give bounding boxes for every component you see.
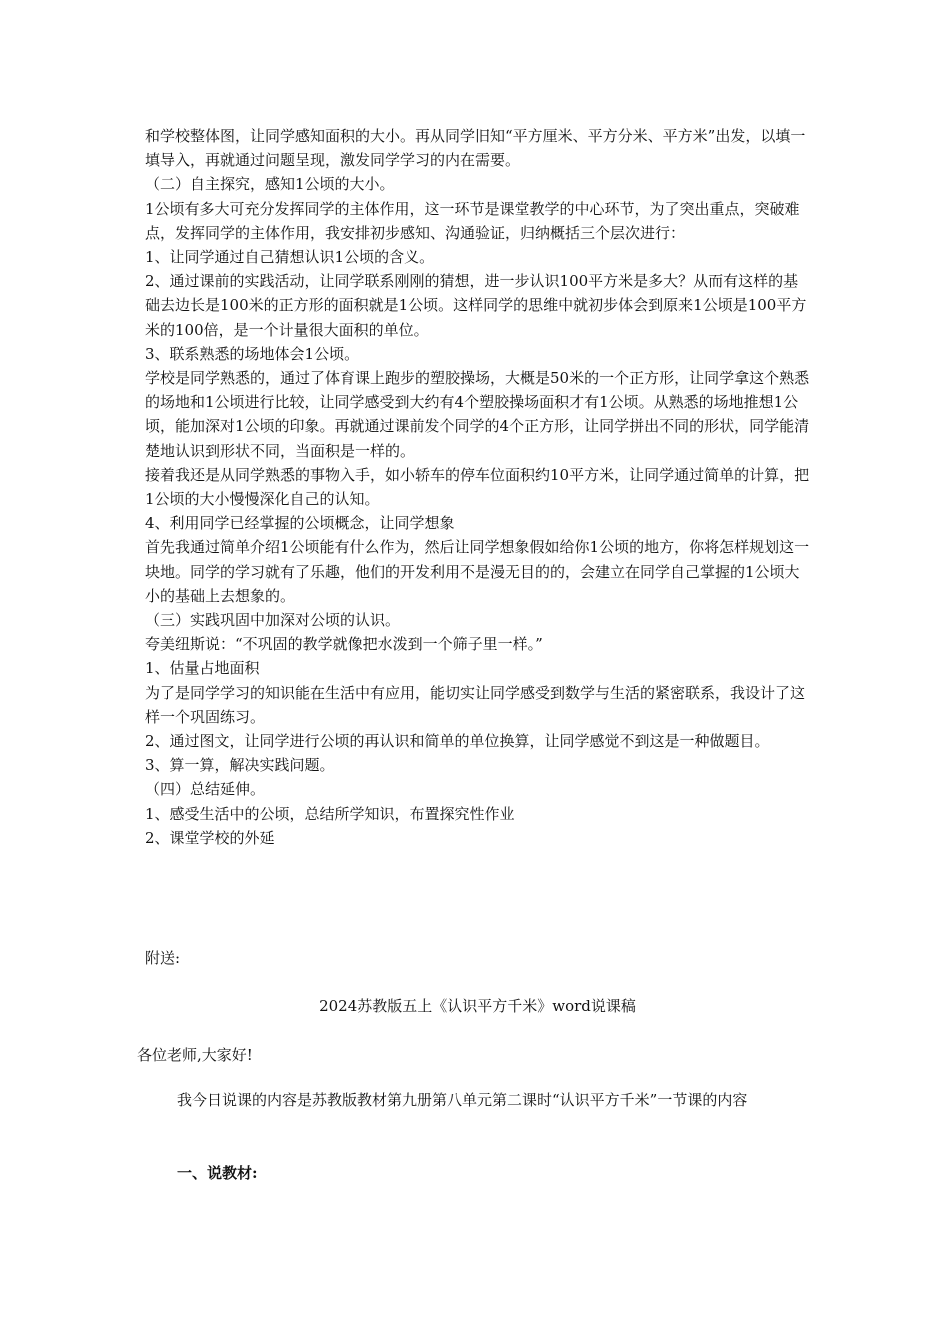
paragraph: （三）实践巩固中加深对公顷的认识。 <box>145 611 401 630</box>
paragraph: 1、估量占地面积 <box>145 659 260 678</box>
paragraph: 1公顷有多大可充分发挥同学的主体作用，这一环节是课堂教学的中心环节，为了突出重点，突破难点，发挥同学的主体作用，我安排初步感知、沟通验证，归纳概括三个层次进行： <box>145 199 800 242</box>
paragraph: 和学校整体图，让同学感知面积的大小。再从同学旧知“平方厘米、平方分米、平方米”出发，以填一填导入，再就通过问题呈现，激发同学学习的内在需要。 <box>145 127 806 170</box>
paragraph: 夸美纽斯说：“不巩固的教学就像把水泼到一个筛子里一样。” <box>145 635 543 654</box>
paragraph: 为了是同学学习的知识能在生活中有应用，能切实让同学感受到数学与生活的紧密联系，我设计了这样一个巩固练习。 <box>145 683 806 726</box>
paragraph: 2、课堂学校的外延 <box>145 828 275 847</box>
paragraph: 1、让同学通过自己猜想认识1公顷的含义。 <box>145 248 435 267</box>
paragraph: 3、联系熟悉的场地体会1公顷。 <box>145 344 360 363</box>
lesson-body-text <box>145 124 810 850</box>
paragraph: （四）总结延伸。 <box>145 780 266 799</box>
intro-paragraph: 我今日说课的内容是苏教版教材第九册第八单元第二课时“认识平方千米”一节课的内容 <box>177 1091 748 1109</box>
paragraph: 学校是同学熟悉的，通过了体育课上跑步的塑胶操场，大概是50米的一个正方形，让同学拿这个熟悉的场地和1公顷进行比较，让同学感受到大约有4个塑胶操场面积才有1公顷。从熟悉的场地推想1公顷，能加深对1公顷的印象。再就通过课前发个同学的4个正方形，让同学拼出不同的形状，同学能清楚地认识到形状不同，当面积是一样的。 <box>145 369 810 460</box>
paragraph: 接着我还是从同学熟悉的事物入手，如小轿车的停车位面积约10平方米，让同学通过简单的计算，把1公顷的大小慢慢深化自己的认知。 <box>145 465 810 509</box>
greeting: 各位老师,大家好! <box>137 1046 253 1064</box>
paragraph: 2、通过课前的实践活动，让同学联系刚刚的猜想，进一步认识100平方米是多大？从而有这样的基础去边长是100米的正方形的面积就是1公顷。这样同学的思维中就初步体会到原来1公顷是100平方米的100倍，是一个计量很大面积的单位。 <box>145 272 807 339</box>
paragraph: 首先我通过简单介绍1公顷能有什么作为，然后让同学想象假如给你1公顷的地方，你将怎样规划这一块地。同学的学习就有了乐趣，他们的开发利用不是漫无目的的，会建立在同学自己掌握的1公顷大小的基础上去想象的。 <box>145 538 810 605</box>
paragraph: 1、感受生活中的公顷，总结所学知识，布置探究性作业 <box>145 804 515 823</box>
paragraph: 4、利用同学已经掌握的公顷概念，让同学想象 <box>145 514 455 533</box>
appendix-title: 2024苏教版五上《认识平方千米》word说课稿 <box>319 997 636 1015</box>
paragraph: 3、算一算，解决实践问题。 <box>145 756 335 775</box>
paragraph: 2、通过图文，让同学进行公顷的再认识和简单的单位换算，让同学感觉不到这是一种做题目。 <box>145 732 770 751</box>
appendix-label: 附送: <box>145 949 181 967</box>
paragraph: （二）自主探究，感知1公顷的大小。 <box>145 175 395 194</box>
section-heading: 一、说教材: <box>177 1164 258 1182</box>
